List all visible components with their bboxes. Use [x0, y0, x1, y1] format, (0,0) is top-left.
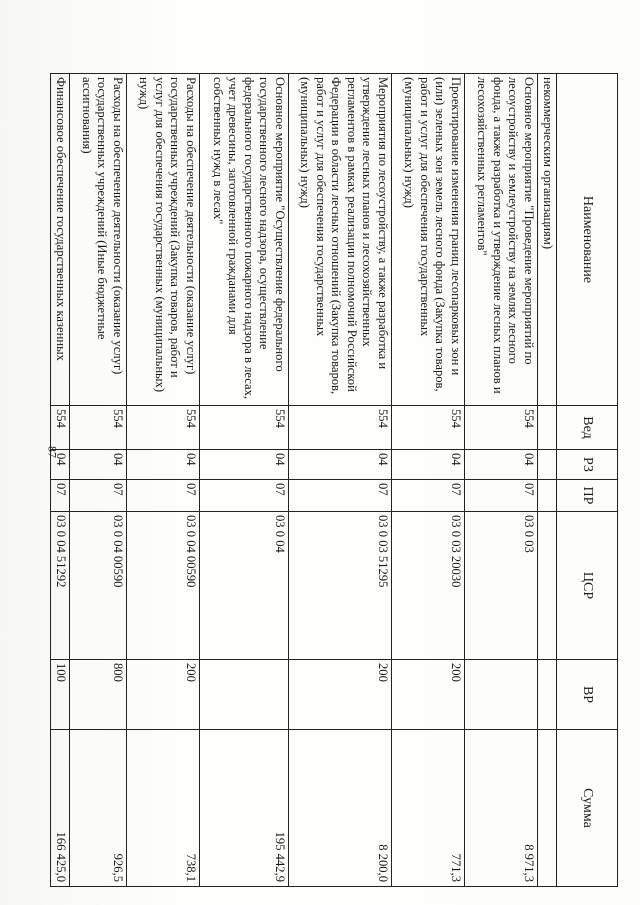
cell-rz: 04: [70, 450, 127, 480]
cell-vr: 200: [392, 660, 465, 730]
cell-csr: 03 0 04 00590: [127, 512, 200, 660]
cell-vr: 200: [289, 660, 392, 730]
table-header-row: [557, 74, 618, 887]
cell-name: Расходы на обеспечение деятельности (оказание услуг) государственных учреждений (Закупка товаров, работ и услуг для обеспечения государственных (муниципальных) нужд): [127, 74, 200, 406]
cell-rz: 04: [51, 450, 70, 480]
cell-ved: [538, 406, 557, 450]
table-row: [289, 74, 392, 887]
header-csr: ЦСР: [557, 512, 618, 660]
table-row: [70, 74, 127, 887]
cell-rz: 04: [465, 450, 538, 480]
header-vr: ВР: [557, 660, 618, 730]
cell-sum: 8 200,0: [289, 730, 392, 887]
cell-sum: 738,1: [127, 730, 200, 887]
cell-pr: 07: [127, 480, 200, 512]
cell-ved: 554: [200, 406, 289, 450]
cell-pr: 07: [70, 480, 127, 512]
cell-pr: 07: [51, 480, 70, 512]
cell-name: некоммерческим организациям): [538, 74, 557, 406]
cell-name: Основное мероприятие "Осуществление федерального государственного лесного надзора, осуществление федерального государственного пожарного надзора в лесах, учет древесины, заготовленной гражданами для собственных нужд в лесах": [200, 74, 289, 406]
cell-name: Проектирование изменения границ лесопарковых зон и (или) зеленых зон земель лесного фонда (Закупка товаров, работ и услуг для обеспечения государственных (муниципальных) нужд): [392, 74, 465, 406]
cell-vr: 200: [127, 660, 200, 730]
cell-rz: 04: [392, 450, 465, 480]
budget-table: [50, 73, 618, 887]
header-rz: РЗ: [557, 450, 618, 480]
cell-csr: 03 0 03: [465, 512, 538, 660]
cell-ved: 554: [51, 406, 70, 450]
header-ved: Вед: [557, 406, 618, 450]
cell-sum: 8 971,3: [465, 730, 538, 887]
cell-rz: 04: [289, 450, 392, 480]
cell-pr: 07: [289, 480, 392, 512]
cell-name: Основное мероприятие "Проведение мероприятий по лесоустройству и землеустройству на землях лесного фонда, а также разработка и утверждение лесных планов и лесохозяйственных регламентов": [465, 74, 538, 406]
cell-sum: [538, 730, 557, 887]
cell-ved: 554: [289, 406, 392, 450]
table-row: [127, 74, 200, 887]
page-number: 87: [45, 446, 60, 458]
cell-ved: 554: [465, 406, 538, 450]
table-row: [538, 74, 557, 887]
cell-rz: [538, 450, 557, 480]
table-row: [200, 74, 289, 887]
cell-csr: 03 0 04 51292: [51, 512, 70, 660]
table-row: [51, 74, 70, 887]
cell-csr: 03 0 04 00590: [70, 512, 127, 660]
header-sum: Сумма: [557, 730, 618, 887]
cell-vr: [538, 660, 557, 730]
cell-ved: 554: [127, 406, 200, 450]
header-name: Наименование: [557, 74, 618, 406]
cell-sum: 195 442,9: [200, 730, 289, 887]
cell-sum: 771,3: [392, 730, 465, 887]
cell-vr: 100: [51, 660, 70, 730]
cell-sum: 166 425,0: [51, 730, 70, 887]
table-row: [392, 74, 465, 887]
cell-sum: 926,5: [70, 730, 127, 887]
cell-csr: 03 0 04: [200, 512, 289, 660]
cell-ved: 554: [392, 406, 465, 450]
cell-name: Расходы на обеспечение деятельности (оказание услуг) государственных учреждений (Иные бюджетные ассигнования): [70, 74, 127, 406]
cell-pr: 07: [392, 480, 465, 512]
cell-vr: 800: [70, 660, 127, 730]
cell-ved: 554: [70, 406, 127, 450]
rotated-table-container: [54, 73, 618, 886]
table-row: [465, 74, 538, 887]
cell-csr: 03 0 03 51295: [289, 512, 392, 660]
cell-csr: 03 0 03 20030: [392, 512, 465, 660]
cell-name: Финансовое обеспечение государственных казенных: [51, 74, 70, 406]
cell-vr: [465, 660, 538, 730]
cell-pr: 07: [465, 480, 538, 512]
cell-csr: [538, 512, 557, 660]
cell-pr: [538, 480, 557, 512]
cell-rz: 04: [200, 450, 289, 480]
cell-vr: [200, 660, 289, 730]
cell-name: Мероприятия по лесоустройству, а также разработка и утверждение лесных планов и лесохозяйственных регламентов в рамках реализации полномочий Российской Федерации в области лесных отношений (Закупка товаров, работ и услуг для обеспечения государственных (муниципальных) нужд): [289, 74, 392, 406]
cell-pr: 07: [200, 480, 289, 512]
header-pr: ПР: [557, 480, 618, 512]
cell-rz: 04: [127, 450, 200, 480]
